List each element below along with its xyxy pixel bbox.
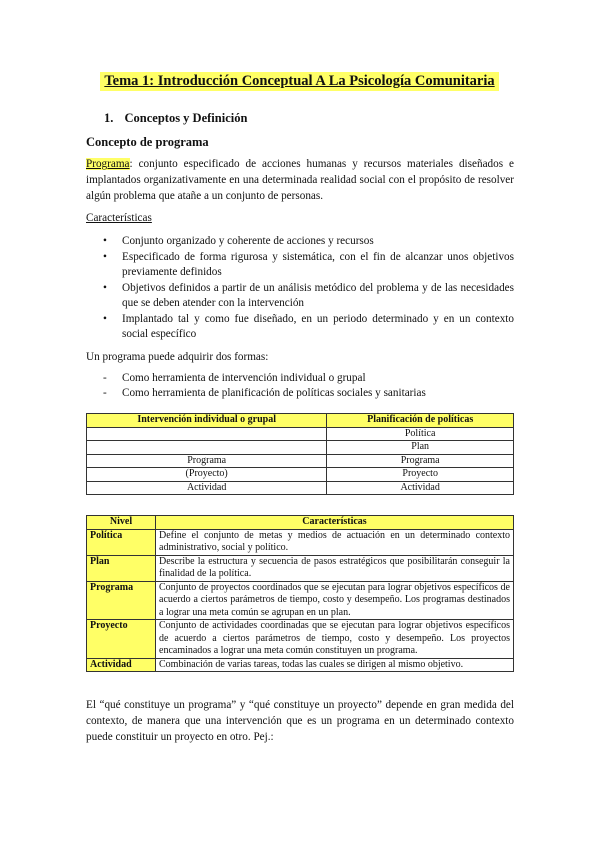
characteristics-list <box>86 234 514 343</box>
table-row: Programa Conjunto de proyectos coordinados que se ejecutan para lograr objetivos específicos de acuerdo a ciertos parámetros de tiempo, costo y desempeño. Los programas destinados a lograr una meta común se agrupan en un plan. <box>87 581 514 620</box>
document-title: Tema 1: Introducción Conceptual A La Psicología Comunitaria <box>100 72 498 91</box>
definition-text: : conjunto especificado de acciones humanas y recursos materiales diseñados e implantados organizativamente en una determinada realidad social con el propósito de resolver algún problema que atañe a un conjunto de personas. <box>86 158 514 202</box>
forms-intro: Un programa puede adquirir dos formas: <box>86 351 269 363</box>
bullet-icon: • <box>103 251 107 263</box>
table-header: Características <box>156 516 514 530</box>
table-row: Actividad Actividad <box>87 481 514 495</box>
characteristics-heading-text: Características <box>86 212 152 224</box>
section-number: 1. <box>104 111 114 125</box>
section-heading <box>104 111 247 126</box>
bullet-icon: • <box>103 282 107 294</box>
definition-term: Programa <box>86 158 130 170</box>
table-header-row <box>87 414 514 428</box>
table-row: Actividad Combinación de varias tareas, todas las cuales se dirigen al mismo objetivo. <box>87 658 514 672</box>
table-row: Programa Programa <box>87 454 514 468</box>
list-item: - Como herramienta de planificación de políticas sociales y sanitarias <box>103 387 426 399</box>
closing-paragraph: El “qué constituye un programa” y “qué constituye un proyecto” depende en gran medida del contexto, de manera que una intervención que es un programa en un determinado contexto puede constituir un proyecto en otro. Pej.: <box>86 699 514 743</box>
subheading: Concepto de programa <box>86 135 209 149</box>
table-header: Planificación de políticas <box>327 414 514 428</box>
forms-table <box>86 413 514 495</box>
levels-table <box>86 515 514 672</box>
definition-paragraph <box>86 156 514 204</box>
table-header-row <box>87 516 514 530</box>
list-item: • Objetivos definidos a partir de un análisis metódico del problema y de las necesidades que se deben atender con la intervención <box>103 282 514 309</box>
list-item: • Especificado de forma rigurosa y sistemática, con el fin de alcanzar unos objetivos previamente definidos <box>103 251 514 278</box>
table-row: Plan <box>87 441 514 455</box>
list-item: • Conjunto organizado y coherente de acciones y recursos <box>103 235 374 247</box>
table-row: Política Define el conjunto de metas y medios de actuación en un determinado contexto administrativo, social y político. <box>87 529 514 555</box>
title-container <box>0 72 599 91</box>
bullet-icon: • <box>103 313 107 325</box>
dash-icon: - <box>103 387 107 399</box>
table-header: Nivel <box>87 516 156 530</box>
table-header: Intervención individual o grupal <box>87 414 327 428</box>
table-row: Plan Describe la estructura y secuencia de pasos estratégicos que posibilitarán conseguir la finalidad de la política. <box>87 555 514 581</box>
table-row: (Proyecto) Proyecto <box>87 468 514 482</box>
forms-list <box>86 371 514 401</box>
list-item: - Como herramienta de intervención individual o grupal <box>103 372 366 384</box>
list-item: • Implantado tal y como fue diseñado, en un periodo determinado y en un contexto social específico <box>103 313 514 340</box>
table-row: Política <box>87 427 514 441</box>
dash-icon: - <box>103 372 107 384</box>
section-label: Conceptos y Definición <box>124 111 248 125</box>
characteristics-heading <box>86 210 514 226</box>
table-row: Proyecto Conjunto de actividades coordinadas que se ejecutan para lograr objetivos específicos de acuerdo a ciertos parámetros de tiempo, costo y desempeño. Los proyectos encaminados a lograr una meta común constituyen un programa. <box>87 620 514 659</box>
bullet-icon: • <box>103 235 107 247</box>
